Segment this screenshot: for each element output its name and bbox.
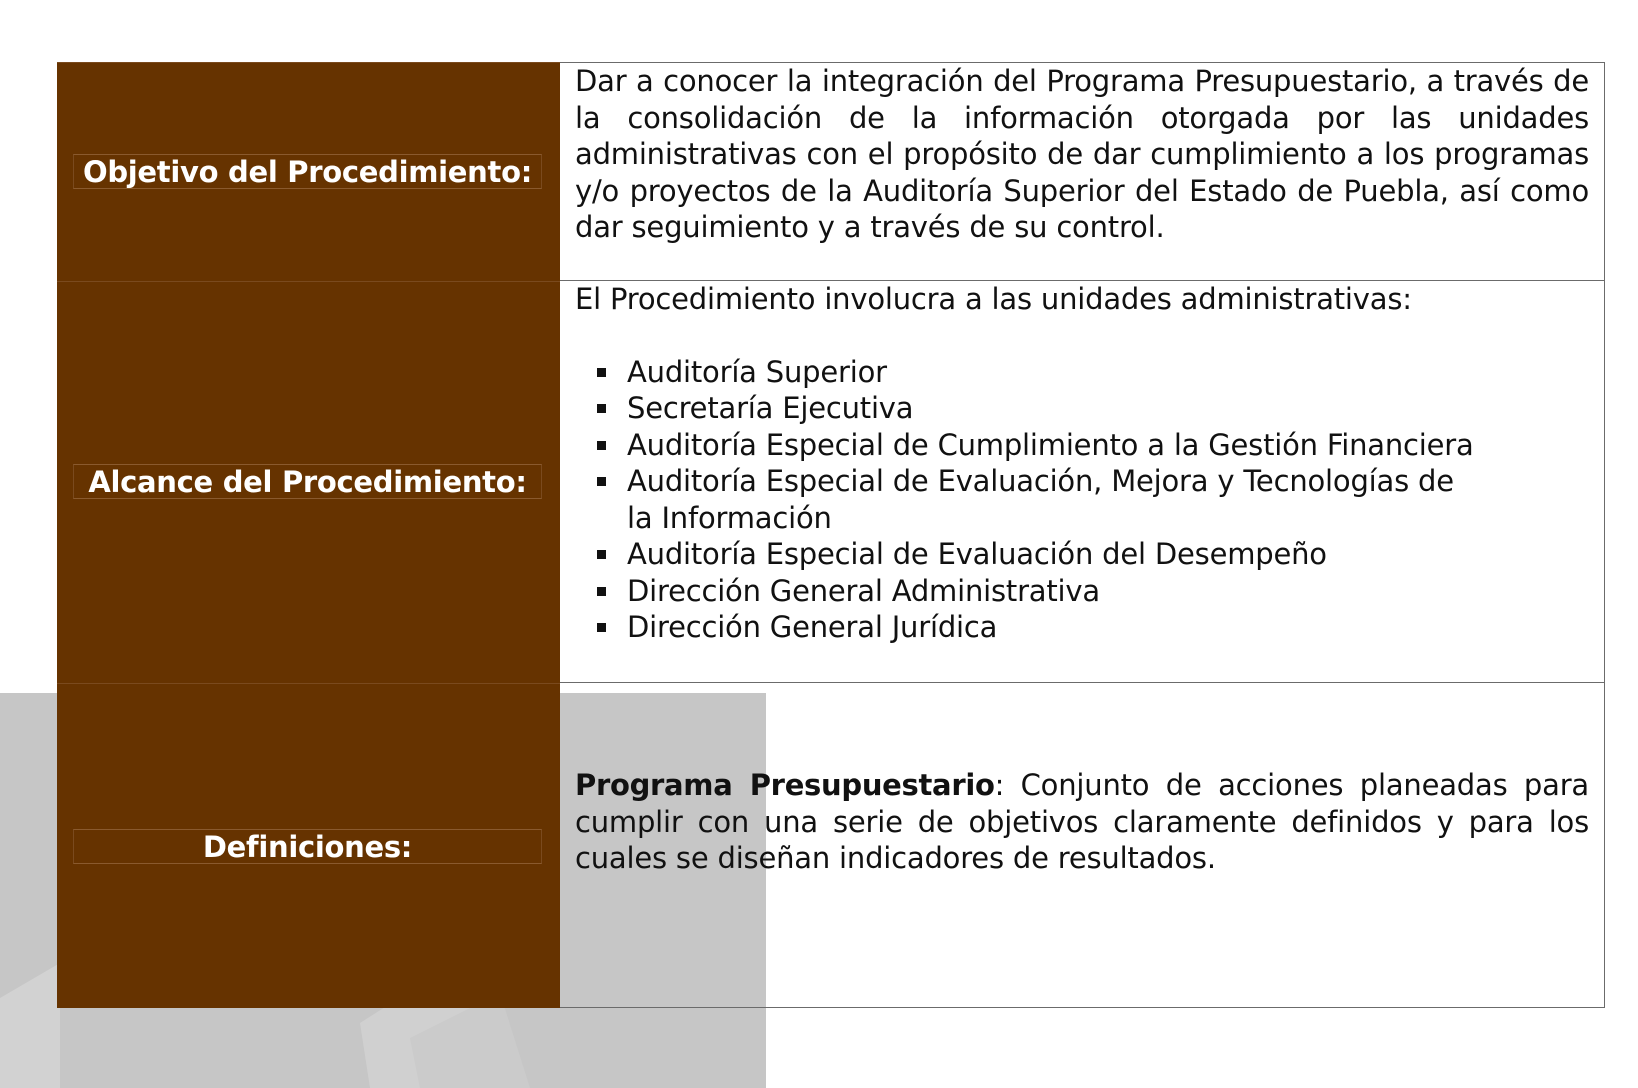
alcance-intro: El Procedimiento involucra a las unidades administrativas: [575, 282, 1412, 316]
label-cell-objetivo [57, 62, 560, 281]
bullet-square-icon [597, 404, 606, 413]
label-definiciones: Definiciones: [73, 829, 542, 864]
bullet-square-icon [597, 477, 606, 486]
objetivo-text: Dar a conocer la integración del Programa Presupuestario, a través de la consolidación de la información otorgada por las unidades administrativas con el propósito de dar cumplimiento a los programas y/o proyectos de la Auditoría Superior del Estado de Puebla, así como dar seguimiento y a través de su control. [575, 64, 1589, 244]
list-item [575, 536, 1589, 573]
definition-term: Programa Presupuestario [575, 768, 995, 802]
list-item [575, 463, 1589, 536]
content-cell-alcance [560, 281, 1605, 683]
bullet-square-icon [597, 368, 606, 377]
list-item-text: Dirección General Administrativa [627, 573, 1100, 608]
list-item [575, 427, 1589, 464]
list-item-text: Auditoría Superior [627, 354, 887, 389]
list-item-text: Auditoría Especial de Evaluación del Desempeño [627, 537, 1327, 571]
row-definiciones [57, 683, 1605, 1008]
definition-text: : Conjunto de acciones planeadas para cumplir con una serie de objetivos claramente definidos y para los cuales se diseñan indicadores de resultados. [575, 768, 1590, 875]
list-item [575, 573, 1589, 610]
label-cell-alcance [57, 281, 560, 683]
label-cell-definiciones [57, 683, 560, 1008]
units-list [575, 354, 1589, 646]
bullet-square-icon [597, 441, 606, 450]
bullet-square-icon [597, 550, 606, 559]
list-item-text: Dirección General Jurídica [627, 610, 998, 644]
row-alcance [57, 281, 1605, 683]
row-objetivo [57, 62, 1605, 281]
label-objetivo: Objetivo del Procedimiento: [73, 154, 542, 189]
content-cell-definiciones [560, 683, 1605, 1008]
label-alcance: Alcance del Procedimiento: [73, 464, 542, 499]
bullet-square-icon [597, 623, 606, 632]
definition-paragraph [575, 767, 1589, 877]
list-item-text: Auditoría Especial de Evaluación, Mejora y Tecnologías de la Información [627, 464, 1454, 535]
list-item-text: Secretaría Ejecutiva [627, 391, 914, 425]
list-item-text: Auditoría Especial de Cumplimiento a la Gestión Financiera [627, 427, 1474, 462]
procedure-table [57, 62, 1605, 1008]
content-cell-objetivo [560, 62, 1605, 281]
list-item [575, 609, 1589, 646]
list-item [575, 390, 1589, 427]
list-item [575, 354, 1589, 391]
bullet-square-icon [597, 587, 606, 596]
